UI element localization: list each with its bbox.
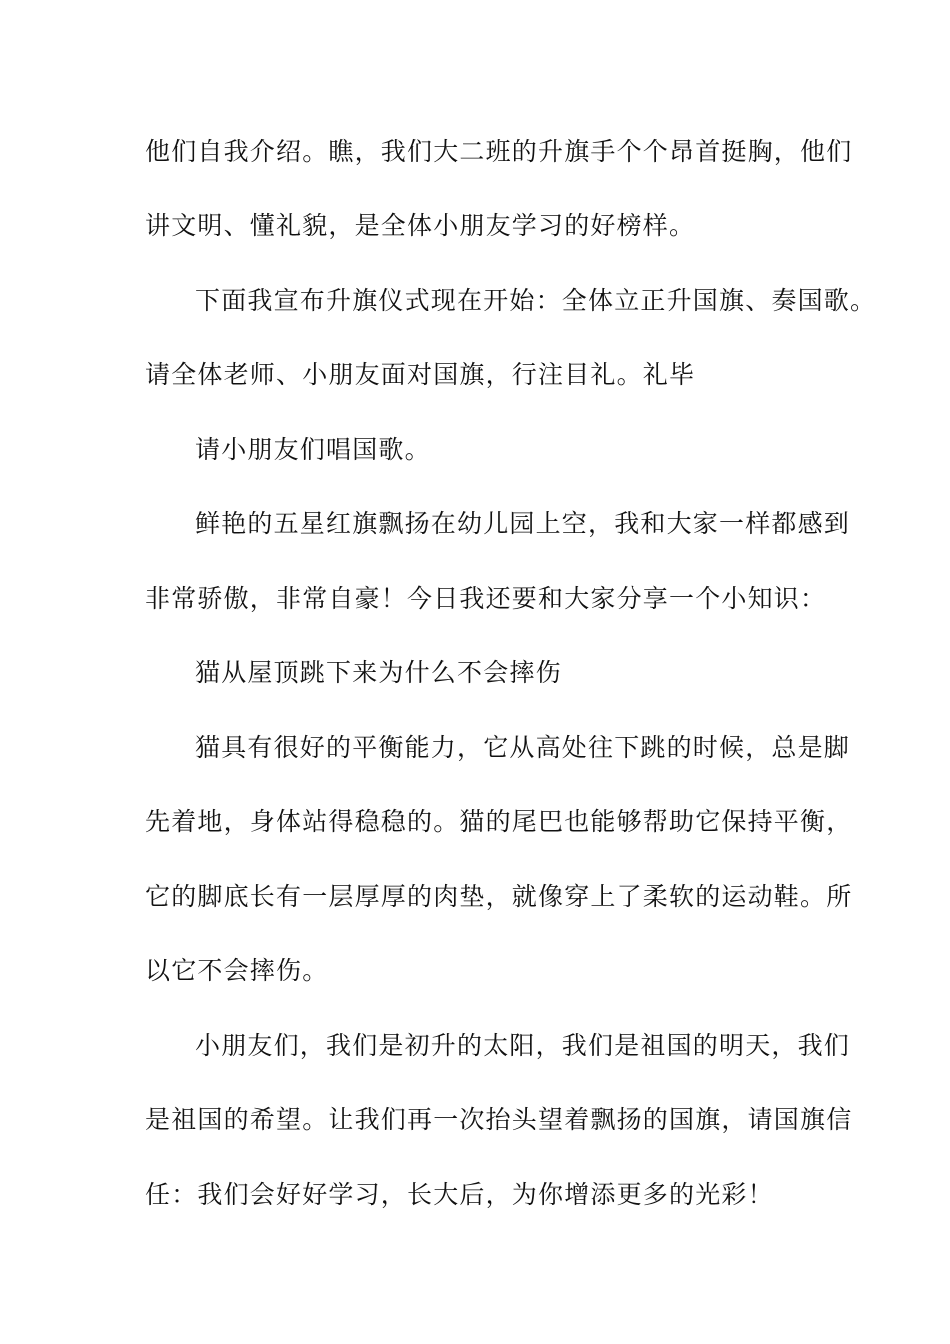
- text-line: 它的脚底长有一层厚厚的肉垫，就像穿上了柔软的运动鞋。所: [145, 882, 853, 911]
- text-line: 讲文明、懂礼貌，是全体小朋友学习的好榜样。: [145, 211, 696, 240]
- paragraph-start-line: 下面我宣布升旗仪式现在开始：全体立正升国旗、奏国歌。: [195, 286, 877, 315]
- section-heading-line: 猫从屋顶跳下来为什么不会摔伤: [195, 658, 562, 687]
- text-line: 非常骄傲，非常自豪！今日我还要和大家分享一个小知识：: [145, 584, 827, 613]
- paragraph-start-line: 鲜艳的五星红旗飘扬在幼儿园上空，我和大家一样都感到: [195, 509, 851, 538]
- text-line: 请全体老师、小朋友面对国旗，行注目礼。礼毕: [145, 360, 696, 389]
- paragraph-start-line: 猫具有很好的平衡能力，它从高处往下跳的时候，总是脚: [195, 733, 851, 762]
- text-line: 任：我们会好好学习，长大后，为你增添更多的光彩！: [145, 1180, 774, 1209]
- text-line: 以它不会摔伤。: [145, 956, 329, 985]
- text-line: 先着地，身体站得稳稳的。猫的尾巴也能够帮助它保持平衡，: [145, 807, 853, 836]
- paragraph-start-line: 请小朋友们唱国歌。: [195, 435, 431, 464]
- paragraph-start-line: 小朋友们，我们是初升的太阳，我们是祖国的明天，我们: [195, 1031, 851, 1060]
- text-line: 他们自我介绍。瞧，我们大二班的升旗手个个昂首挺胸，他们: [145, 137, 853, 166]
- text-line: 是祖国的希望。让我们再一次抬头望着飘扬的国旗，请国旗信: [145, 1105, 853, 1134]
